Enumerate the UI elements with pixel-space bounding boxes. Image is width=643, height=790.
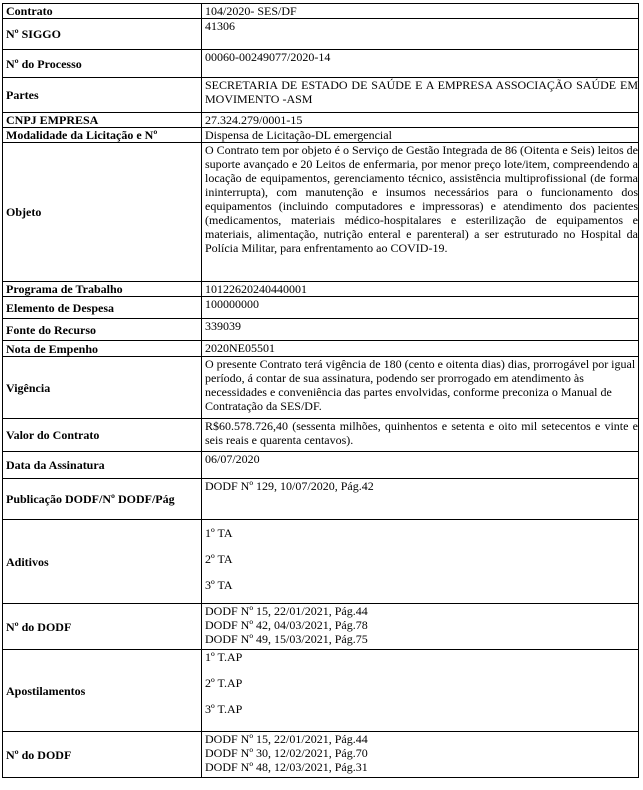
row-partes [3,78,639,113]
row-fonte [3,319,639,341]
row-dodf-apostilamentos [3,732,639,778]
row-programa [3,282,639,297]
value-dodf-apostilamentos [202,732,639,778]
dodf-item: DODF Nº 48, 12/03/2021, Pág.31 [205,760,368,774]
value-modalidade: Dispensa de Licitação-DL emergencial [202,128,639,143]
row-siggo [3,19,639,50]
value-partes: SECRETARIA DE ESTADO DE SAÚDE E A EMPRESA ASSOCIAÇÃO SAÚDE EM MOVIMENTO -ASM [202,78,639,113]
label-objeto: Objeto [3,143,202,282]
row-dodf-aditivos [3,604,639,650]
label-partes: Partes [3,78,202,113]
label-processo: Nº do Processo [3,50,202,78]
value-cnpj: 27.324.279/0001-15 [202,113,639,128]
row-valor [3,419,639,452]
value-empenho: 2020NE05501 [202,341,639,357]
label-assinatura: Data da Assinatura [3,452,202,479]
apostilamento-item: 2º T.AP [205,676,243,690]
label-modalidade: Modalidade da Licitação e Nº [3,128,202,143]
apostilamento-item: 1º T.AP [205,650,243,664]
label-valor: Valor do Contrato [3,419,202,452]
value-elemento: 100000000 [202,297,639,319]
row-aditivos [3,520,639,604]
row-contrato [3,4,639,19]
row-empenho [3,341,639,357]
label-siggo: Nº SIGGO [3,19,202,50]
aditivo-item: 2º TA [205,552,233,566]
label-programa: Programa de Trabalho [3,282,202,297]
value-publicacao: DODF Nº 129, 10/07/2020, Pág.42 [202,479,639,520]
value-processo: 00060-00249077/2020-14 [202,50,639,78]
apostilamento-item: 3º T.AP [205,702,243,716]
label-apostilamentos: Apostilamentos [3,650,202,732]
label-aditivos: Aditivos [3,520,202,604]
value-siggo: 41306 [202,19,639,50]
row-objeto [3,143,639,282]
contract-table [2,3,639,778]
row-vigencia [3,357,639,419]
label-fonte: Fonte do Recurso [3,319,202,341]
row-elemento [3,297,639,319]
label-contrato: Contrato [3,4,202,19]
value-apostilamentos [202,650,639,732]
row-modalidade [3,128,639,143]
dodf-item: DODF Nº 42, 04/03/2021, Pág.78 [205,618,368,632]
value-programa: 10122620240440001 [202,282,639,297]
value-fonte: 339039 [202,319,639,341]
value-objeto: O Contrato tem por objeto é o Serviço de Gestão Integrada de 86 (Oitenta e Seis) leitos de suporte avançado e 20 Leitos de enfermaria, por menor preço lote/item, compreendendo a locação de equipamentos, gerenciamento técnico, assistência multiprofissional (de forma ininterrupta), com manutenção e insumos necessários para o funcionamento dos equipamentos (incluindo computadores e impressoras) e atendimento dos pacientes (medicamentos, materiais médico-hospitalares e esterilização de equipamentos e materiais, alimentação, nutrição enteral e parenteral) a ser estruturado no Hospital da Polícia Militar, para enfrentamento ao COVID-19. [202,143,639,282]
row-publicacao [3,479,639,520]
dodf-item: DODF Nº 30, 12/02/2021, Pág.70 [205,746,368,760]
label-dodf-aditivos: Nº do DODF [3,604,202,650]
label-cnpj: CNPJ EMPRESA [3,113,202,128]
dodf-item: DODF Nº 15, 22/01/2021, Pág.44 [205,604,368,618]
value-aditivos [202,520,639,604]
value-valor: R$60.578.726,40 (sessenta milhões, quinhentos e setenta e oito mil setecentos e vinte e seis reais e quarenta centavos). [202,419,639,452]
value-contrato: 104/2020- SES/DF [202,4,639,19]
row-processo [3,50,639,78]
label-dodf-apostilamentos: Nº do DODF [3,732,202,778]
row-apostilamentos [3,650,639,732]
row-assinatura [3,452,639,479]
value-assinatura: 06/07/2020 [202,452,639,479]
row-cnpj [3,113,639,128]
label-publicacao: Publicação DODF/Nº DODF/Pág [3,479,202,520]
label-empenho: Nota de Empenho [3,341,202,357]
aditivo-item: 3º TA [205,578,233,592]
dodf-item: DODF Nº 49, 15/03/2021, Pág.75 [205,632,368,646]
label-elemento: Elemento de Despesa [3,297,202,319]
value-vigencia: O presente Contrato terá vigência de 180 (cento e oitenta dias) dias, prorrogável por igual período, á contar de sua assinatura, podendo ser prorrogado em atendimento às necessidades e conveniência das partes envolvidas, conforme preconiza o Manual de Contratação da SES/DF. [202,357,639,419]
aditivo-item: 1º TA [205,526,233,540]
value-dodf-aditivos [202,604,639,650]
dodf-item: DODF Nº 15, 22/01/2021, Pág.44 [205,732,368,746]
label-vigencia: Vigência [3,357,202,419]
